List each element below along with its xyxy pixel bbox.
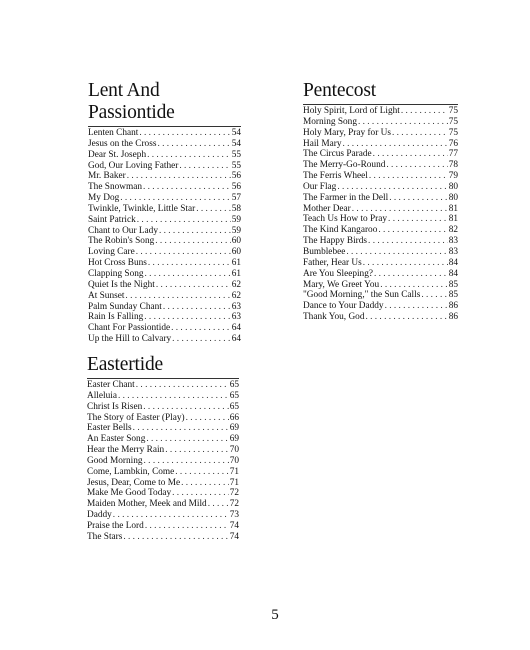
entry-page-number: 63 <box>231 312 241 323</box>
entry-page-number: 84 <box>448 257 458 268</box>
entry-page-number: 66 <box>229 412 239 423</box>
entry-title: Hear the Merry Rain <box>87 445 165 456</box>
section-lent-and-passiontide <box>88 80 241 345</box>
toc-entry <box>88 302 241 313</box>
entry-title: "Good Morning," the Sun Calls <box>303 290 421 301</box>
dot-leader <box>132 423 229 434</box>
dot-leader <box>171 334 231 345</box>
entry-page-number: 74 <box>229 520 239 531</box>
toc-entry <box>303 290 458 301</box>
toc-entry <box>88 215 241 226</box>
entry-page-number: 55 <box>231 160 241 171</box>
toc-entry <box>303 182 458 193</box>
dot-leader <box>142 402 228 413</box>
toc-entry <box>303 236 458 247</box>
toc-entry <box>303 225 458 236</box>
dot-leader <box>136 215 231 226</box>
dot-leader <box>158 226 231 237</box>
dot-leader <box>372 149 448 160</box>
toc-entry <box>303 301 458 312</box>
entry-page-number: 75 <box>448 127 458 138</box>
heading-rule <box>87 378 239 379</box>
entry-title: An Easter Song <box>87 434 146 445</box>
entry-title: Good Morning <box>87 455 143 466</box>
entry-title: Morning Song <box>303 116 357 127</box>
toc-entry <box>87 467 239 478</box>
toc-entry <box>87 521 239 532</box>
toc-entry <box>88 161 241 172</box>
dot-leader <box>171 488 229 499</box>
section-heading: Pentecost <box>303 80 376 101</box>
entry-page-number: 65 <box>229 380 239 390</box>
entry-page-number: 86 <box>448 312 458 323</box>
entry-page-number: 75 <box>448 106 458 116</box>
entry-page-number: 80 <box>448 181 458 192</box>
toc-entry <box>88 139 241 150</box>
section-heading: Eastertide <box>87 354 163 375</box>
dot-leader <box>180 478 229 489</box>
entry-page-number: 56 <box>231 171 241 182</box>
dot-leader <box>146 150 231 161</box>
toc-entry <box>303 160 458 171</box>
dot-leader <box>207 499 229 510</box>
dot-leader <box>195 204 230 215</box>
toc-entry <box>88 150 241 161</box>
dot-leader <box>126 171 231 182</box>
dot-leader <box>145 434 228 445</box>
entry-title: The Robin's Song <box>88 236 155 247</box>
entry-title: The Stars <box>87 531 123 542</box>
entry-title: God, Our Loving Father <box>88 160 179 171</box>
entry-list <box>303 106 458 323</box>
entry-title: Teach Us How to Pray <box>303 214 388 225</box>
toc-entry <box>303 171 458 182</box>
entry-title: Holy Mary, Pray for Us <box>303 127 391 138</box>
dot-leader <box>367 236 448 247</box>
entry-title: Hail Mary <box>303 138 342 149</box>
toc-entry <box>303 247 458 258</box>
toc-entry <box>87 510 239 521</box>
toc-entry <box>87 532 239 543</box>
toc-entry <box>303 117 458 128</box>
entry-page-number: 79 <box>448 171 458 182</box>
dot-leader <box>174 467 228 478</box>
entry-title: Dear St. Joseph <box>88 149 147 160</box>
entry-page-number: 59 <box>231 214 241 225</box>
dot-leader <box>143 312 230 323</box>
dot-leader <box>185 413 229 424</box>
entry-title: Maiden Mother, Meek and Mild <box>87 499 207 510</box>
entry-title: The Story of Easter (Play) <box>87 412 185 423</box>
toc-entry <box>88 258 241 269</box>
entry-title: Come, Lambkin, Come <box>87 466 175 477</box>
dot-leader <box>154 236 230 247</box>
entry-page-number: 72 <box>229 488 239 499</box>
toc-entry <box>87 391 239 402</box>
dot-leader <box>341 139 447 150</box>
entry-title: Up the Hill to Calvary <box>88 334 172 345</box>
entry-page-number: 69 <box>229 434 239 445</box>
entry-title: Lenten Chant <box>88 128 139 138</box>
dot-leader <box>345 247 447 258</box>
dot-leader <box>143 456 229 467</box>
toc-entry <box>303 204 458 215</box>
entry-page-number: 57 <box>231 193 241 204</box>
toc-entry <box>303 106 458 117</box>
dot-leader <box>164 445 229 456</box>
entry-list <box>87 380 239 543</box>
dot-leader <box>135 247 231 258</box>
entry-page-number: 81 <box>448 214 458 225</box>
toc-entry <box>88 280 241 291</box>
dot-leader <box>364 312 447 323</box>
entry-title: My Dog <box>88 193 120 204</box>
entry-page-number: 62 <box>231 279 241 290</box>
entry-page-number: 65 <box>229 401 239 412</box>
entry-page-number: 83 <box>448 236 458 247</box>
entry-page-number: 72 <box>229 499 239 510</box>
entry-title: Rain Is Falling <box>88 312 144 323</box>
dot-leader <box>144 521 229 532</box>
entry-page-number: 75 <box>448 116 458 127</box>
entry-page-number: 60 <box>231 236 241 247</box>
entry-title: Holy Spirit, Lord of Light <box>303 106 400 116</box>
dot-leader <box>156 139 230 150</box>
entry-page-number: 62 <box>231 290 241 301</box>
dot-leader <box>178 161 230 172</box>
entry-page-number: 86 <box>448 301 458 312</box>
toc-entry <box>303 269 458 280</box>
dot-leader <box>336 182 447 193</box>
toc-entry <box>88 171 241 182</box>
entry-title: Saint Patrick <box>88 214 136 225</box>
entry-title: The Farmer in the Dell <box>303 192 389 203</box>
toc-entry <box>88 128 241 139</box>
dot-leader <box>420 290 447 301</box>
entry-page-number: 56 <box>231 182 241 193</box>
dot-leader <box>162 302 231 313</box>
toc-entry <box>303 128 458 139</box>
page-number: 5 <box>271 607 279 623</box>
toc-entry <box>303 193 458 204</box>
toc-entry <box>87 434 239 445</box>
toc-entry <box>87 499 239 510</box>
entry-title: At Sunset <box>88 290 125 301</box>
toc-entry <box>87 413 239 424</box>
dot-leader <box>117 391 229 402</box>
entry-page-number: 76 <box>448 138 458 149</box>
entry-title: The Merry-Go-Round <box>303 160 386 171</box>
entry-title: Father, Hear Us <box>303 257 362 268</box>
dot-leader <box>362 258 448 269</box>
entry-title: Chant For Passiontide <box>88 323 171 334</box>
toc-entry <box>303 149 458 160</box>
toc-entry <box>88 236 241 247</box>
entry-title: The Ferris Wheel <box>303 171 368 182</box>
entry-page-number: 84 <box>448 268 458 279</box>
entry-page-number: 83 <box>448 246 458 257</box>
entry-title: Easter Bells <box>87 423 132 434</box>
toc-entry <box>87 423 239 434</box>
dot-leader <box>357 117 448 128</box>
entry-title: Our Flag <box>303 181 337 192</box>
dot-leader <box>124 291 230 302</box>
toc-entry <box>87 488 239 499</box>
entry-page-number: 65 <box>229 390 239 401</box>
toc-entry <box>87 402 239 413</box>
dot-leader <box>400 106 448 117</box>
dot-leader <box>135 380 229 391</box>
section-heading: Lent And Passiontide <box>88 80 175 123</box>
dot-leader <box>138 128 230 139</box>
entry-page-number: 85 <box>448 279 458 290</box>
toc-entry <box>87 445 239 456</box>
toc-entry <box>88 247 241 258</box>
entry-title: Jesus on the Cross <box>88 138 157 149</box>
section-pentecost <box>303 80 458 323</box>
entry-page-number: 61 <box>231 268 241 279</box>
toc-entry <box>303 214 458 225</box>
entry-page-number: 64 <box>231 323 241 334</box>
entry-page-number: 74 <box>229 531 239 542</box>
toc-entry <box>88 226 241 237</box>
dot-leader <box>170 323 231 334</box>
entry-title: Christ Is Risen <box>87 401 143 412</box>
entry-page-number: 85 <box>448 290 458 301</box>
entry-title: The Circus Parade <box>303 149 372 160</box>
dot-leader <box>388 193 448 204</box>
toc-entry <box>88 323 241 334</box>
toc-entry <box>88 182 241 193</box>
toc-entry <box>88 291 241 302</box>
entry-page-number: 78 <box>448 160 458 171</box>
entry-title: Dance to Your Daddy <box>303 301 384 312</box>
entry-page-number: 59 <box>231 225 241 236</box>
entry-title: The Kind Kangaroo <box>303 225 378 236</box>
entry-title: Mr. Baker <box>88 171 126 182</box>
toc-entry <box>303 139 458 150</box>
dot-leader <box>373 269 448 280</box>
entry-page-number: 70 <box>229 445 239 456</box>
toc-entry <box>88 269 241 280</box>
entry-page-number: 63 <box>231 301 241 312</box>
entry-page-number: 71 <box>229 466 239 477</box>
toc-entry <box>303 312 458 323</box>
dot-leader <box>122 532 228 543</box>
entry-title: Loving Care <box>88 247 135 258</box>
entry-page-number: 70 <box>229 455 239 466</box>
entry-title: Mary, We Greet You <box>303 279 380 290</box>
entry-page-number: 54 <box>231 128 241 138</box>
entry-title: Clapping Song <box>88 268 144 279</box>
entry-title: Mother Dear <box>303 203 351 214</box>
entry-title: Are You Sleeping? <box>303 268 373 279</box>
toc-entry <box>303 280 458 291</box>
entry-title: Twinkle, Twinkle, Little Star <box>88 203 196 214</box>
entry-title: The Happy Birds <box>303 236 368 247</box>
toc-entry <box>87 456 239 467</box>
entry-page-number: 69 <box>229 423 239 434</box>
dot-leader <box>351 204 448 215</box>
toc-entry <box>88 312 241 323</box>
entry-title: Praise the Lord <box>87 520 144 531</box>
entry-page-number: 81 <box>448 203 458 214</box>
toc-entry <box>88 193 241 204</box>
entry-title: Alleluia <box>87 390 117 401</box>
entry-page-number: 61 <box>231 258 241 269</box>
heading-rule <box>303 104 458 105</box>
entry-title: Quiet Is the Night <box>88 279 155 290</box>
dot-leader <box>142 182 231 193</box>
dot-leader <box>385 160 447 171</box>
entry-title: Easter Chant <box>87 380 135 390</box>
dot-leader <box>377 225 447 236</box>
dot-leader <box>147 258 231 269</box>
entry-page-number: 58 <box>231 203 241 214</box>
entry-title: The Snowman <box>88 182 142 193</box>
entry-title: Hot Cross Buns <box>88 258 147 269</box>
dot-leader <box>112 510 229 521</box>
entry-title: Make Me Good Today <box>87 488 172 499</box>
dot-leader <box>379 280 448 291</box>
toc-entry <box>87 380 239 391</box>
section-eastertide <box>87 354 239 543</box>
heading-rule <box>88 126 241 127</box>
entry-page-number: 60 <box>231 247 241 258</box>
toc-entry <box>87 478 239 489</box>
entry-page-number: 64 <box>231 334 241 345</box>
dot-leader <box>368 171 448 182</box>
toc-entry <box>88 334 241 345</box>
dot-leader <box>155 280 231 291</box>
dot-leader <box>119 193 230 204</box>
entry-page-number: 54 <box>231 138 241 149</box>
entry-title: Thank You, God <box>303 312 365 323</box>
dot-leader <box>384 301 448 312</box>
entry-page-number: 71 <box>229 477 239 488</box>
entry-page-number: 82 <box>448 225 458 236</box>
toc-entry <box>88 204 241 215</box>
entry-page-number: 80 <box>448 192 458 203</box>
entry-title: Daddy <box>87 510 112 521</box>
dot-leader <box>144 269 231 280</box>
entry-title: Jesus, Dear, Come to Me <box>87 477 181 488</box>
entry-page-number: 77 <box>448 149 458 160</box>
entry-page-number: 73 <box>229 510 239 521</box>
entry-list <box>88 128 241 345</box>
dot-leader <box>387 214 448 225</box>
entry-title: Chant to Our Lady <box>88 225 158 236</box>
toc-entry <box>303 258 458 269</box>
entry-title: Bumblebee <box>303 246 346 257</box>
entry-page-number: 55 <box>231 149 241 160</box>
entry-title: Palm Sunday Chant <box>88 301 162 312</box>
dot-leader <box>391 128 448 139</box>
